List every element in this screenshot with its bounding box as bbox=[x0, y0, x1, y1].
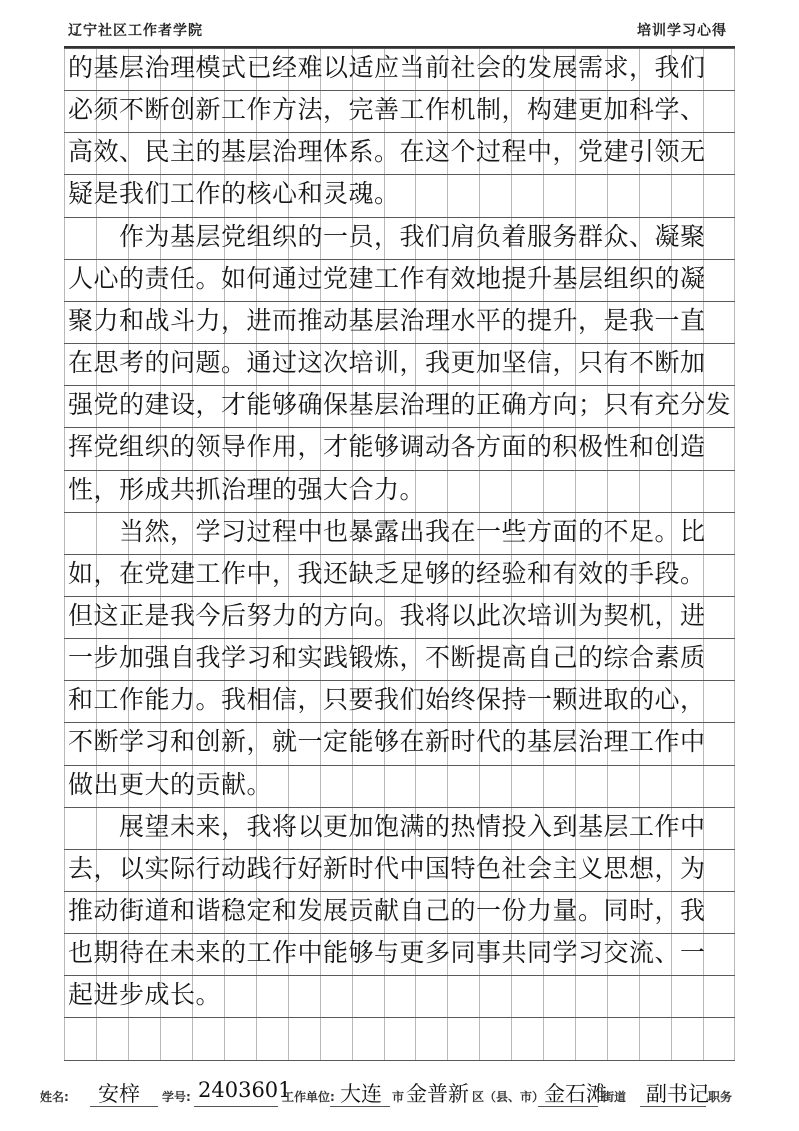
handwritten-line: 在思考的问题。通过这次培训，我更加坚信，只有不断加 bbox=[68, 348, 706, 377]
handwritten-line: 不断学习和创新，就一定能够在新时代的基层治理工作中 bbox=[68, 727, 706, 756]
position-underline bbox=[640, 1106, 706, 1107]
handwritten-line: 人心的责任。如何通过党建工作有效地提升基层组织的凝 bbox=[68, 264, 706, 293]
handwritten-line: 但这正是我今后努力的方向。我将以此次培训为契机，进 bbox=[68, 601, 706, 630]
handwritten-line: 聚力和战斗力，进而推动基层治理水平的提升，是我一直 bbox=[68, 306, 706, 335]
district-value: 金普新 bbox=[406, 1082, 469, 1106]
handwritten-line: 性，形成共抓治理的强大合力。 bbox=[68, 475, 426, 504]
manuscript-grid-sheet bbox=[64, 48, 735, 1060]
city-underline bbox=[330, 1106, 390, 1107]
position-value: 副书记 bbox=[646, 1082, 709, 1106]
student-id-underline bbox=[194, 1106, 278, 1107]
handwritten-line: 如，在党建工作中，我还缺乏足够的经验和有效的手段。 bbox=[68, 559, 706, 588]
name-underline bbox=[90, 1106, 158, 1107]
street-underline bbox=[538, 1106, 598, 1107]
handwritten-line: 起进步成长。 bbox=[68, 980, 222, 1009]
position-suffix: 职务 bbox=[708, 1090, 733, 1104]
handwritten-line: 展望未来，我将以更加饱满的热情投入到基层工作中 bbox=[68, 812, 706, 841]
handwritten-line: 的基层治理模式已经难以适应当前社会的发展需求，我们 bbox=[68, 53, 706, 82]
handwritten-line: 挥党组织的领导作用，才能够调动各方面的积极性和创造 bbox=[68, 432, 706, 461]
street-value: 金石滩 bbox=[544, 1082, 607, 1106]
handwritten-line: 一步加强自我学习和实践锻炼，不断提高自己的综合素质 bbox=[68, 643, 706, 672]
city-value: 大连 bbox=[340, 1082, 382, 1106]
student-id-label: 学号: bbox=[162, 1090, 191, 1104]
handwritten-line: 和工作能力。我相信，只要我们始终保持一颗进取的心， bbox=[68, 685, 706, 714]
handwritten-line: 也期待在未来的工作中能够与更多同事共同学习交流、一 bbox=[68, 938, 706, 967]
handwritten-line: 强党的建设，才能够确保基层治理的正确方向；只有充分发 bbox=[68, 390, 732, 419]
handwritten-line: 必须不断创新工作方法，完善工作机制，构建更加科学、 bbox=[68, 95, 706, 124]
grid-row-line bbox=[64, 1060, 735, 1061]
handwritten-line: 疑是我们工作的核心和灵魂。 bbox=[68, 179, 400, 208]
handwritten-line: 当然，学习过程中也暴露出我在一些方面的不足。比 bbox=[68, 517, 706, 546]
handwritten-line: 高效、民主的基层治理体系。在这个过程中，党建引领无 bbox=[68, 137, 706, 166]
handwritten-line: 做出更大的贡献。 bbox=[68, 770, 273, 799]
page-header bbox=[0, 0, 799, 48]
student-id-value: 2403601 bbox=[198, 1078, 292, 1102]
street-suffix: 街道 bbox=[602, 1090, 627, 1104]
handwritten-line bbox=[68, 1015, 734, 1059]
name-value: 安梓 bbox=[98, 1082, 140, 1106]
signature-footer bbox=[40, 1076, 770, 1116]
name-label: 姓名: bbox=[40, 1090, 69, 1104]
city-suffix: 市 bbox=[392, 1090, 405, 1104]
institution-title: 辽宁社区工作者学院 bbox=[68, 23, 203, 39]
district-suffix: 区（县、市） bbox=[472, 1090, 545, 1104]
handwritten-line: 去，以实际行动践行好新时代中国特色社会主义思想，为 bbox=[68, 854, 706, 883]
work-unit-label: 工作单位: bbox=[282, 1090, 335, 1104]
document-title: 培训学习心得 bbox=[637, 23, 727, 39]
handwritten-text-body bbox=[64, 48, 735, 1060]
handwritten-line: 推动街道和谐稳定和发展贡献自己的一份力量。同时，我 bbox=[68, 896, 706, 925]
handwritten-line: 作为基层党组织的一员，我们肩负着服务群众、凝聚 bbox=[68, 222, 706, 251]
